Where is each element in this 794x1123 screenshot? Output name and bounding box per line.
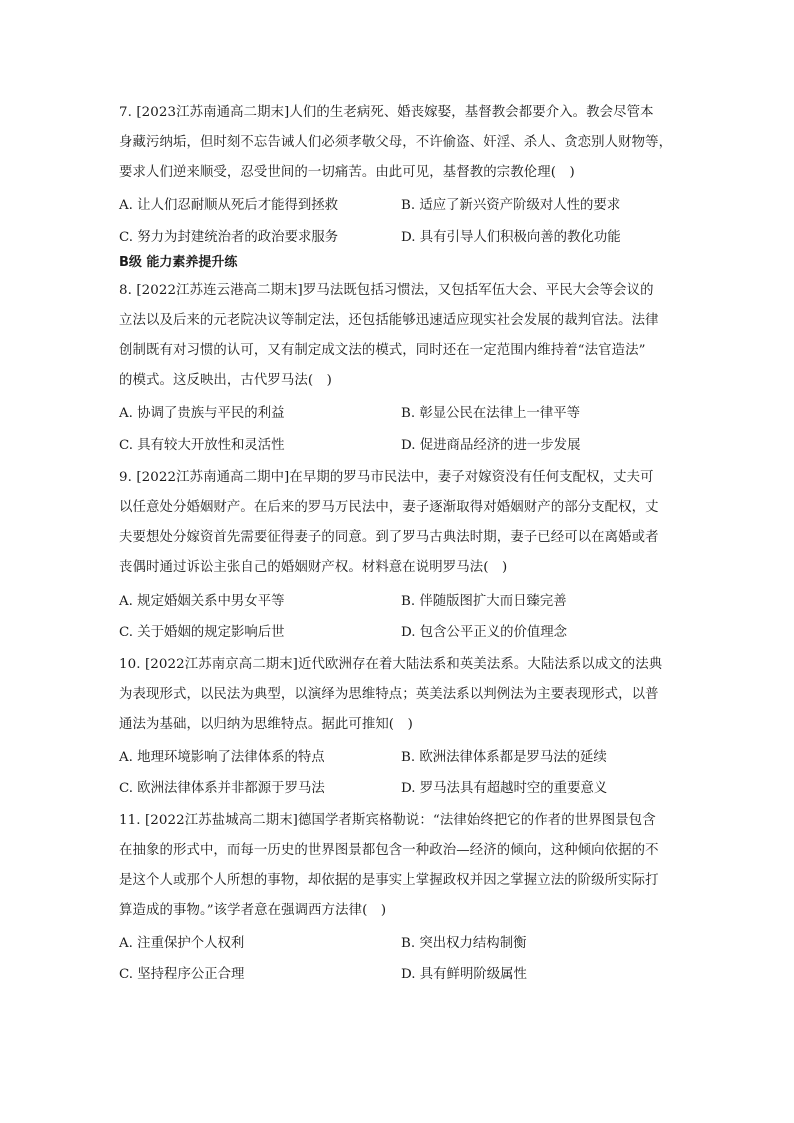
question-10-option-a[interactable]: A. 地理环境影响了法律体系的特点 [119, 750, 325, 765]
question-9-line-3: 夫要想处分嫁资首先需要征得妻子的同意。到了罗马古典法时期，妻子已经可以在离婚或者 [119, 530, 659, 545]
question-8-line-4: 的模式。这反映出，古代罗马法( ) [119, 373, 333, 388]
question-9-option-b[interactable]: B. 伴随版图扩大而日臻完善 [401, 594, 567, 609]
question-11-line-4: 算造成的事物。”该学者意在强调西方法律( ) [119, 903, 387, 918]
question-7-line-2: 身藏污纳垢，但时刻不忘告诫人们必须孝敬父母，不许偷盗、奸淫、杀人、贪恋别人财物等， [119, 135, 673, 150]
question-8-line-1: 8. [2022江苏连云港高二期末]罗马法既包括习惯法，又包括军伍大会、平民大会等会议的 [119, 283, 654, 298]
question-7-line-3: 要求人们逆来顺受，忍受世间的一切痛苦。由此可见，基督教的宗教伦理( ) [119, 165, 575, 180]
question-7-option-b[interactable]: B. 适应了新兴资产阶级对人性的要求 [401, 198, 621, 213]
question-7-option-c[interactable]: C. 努力为封建统治者的政治要求服务 [119, 230, 339, 245]
question-9-line-1: 9. [2022江苏南通高二期中]在早期的罗马市民法中，妻子对嫁资没有任何支配权，丈夫可 [119, 470, 654, 485]
question-9-option-a[interactable]: A. 规定婚姻关系中男女平等 [119, 594, 285, 609]
question-8-option-c[interactable]: C. 具有较大开放性和灵活性 [119, 438, 285, 453]
question-9-line-2: 以任意处分婚姻财产。在后来的罗马万民法中，妻子逐渐取得对婚姻财产的部分支配权，丈 [119, 500, 659, 515]
question-8-line-3: 创制既有对习惯的认可，又有制定成文法的模式，同时还在一定范围内维持着“法官造法” [119, 343, 646, 358]
question-11-line-2: 在抽象的形式中，而每一历史的世界图景都包含一种政治—经济的倾向，这种倾向依据的不 [119, 843, 659, 858]
question-11-line-1: 11. [2022江苏盐城高二期末]德国学者斯宾格勒说：“法律始终把它的作者的世界图景包含 [119, 813, 656, 828]
question-10-option-b[interactable]: B. 欧洲法律体系都是罗马法的延续 [401, 750, 607, 765]
question-9-option-d[interactable]: D. 包含公平正义的价值理念 [401, 625, 568, 640]
question-7-line-1: 7. [2023江苏南通高二期末]人们的生老病死、婚丧嫁娶，基督教会都要介入。教会尽管本 [119, 105, 654, 120]
question-7-option-d[interactable]: D. 具有引导人们积极向善的教化功能 [401, 230, 621, 245]
question-8-option-a[interactable]: A. 协调了贵族与平民的利益 [119, 406, 285, 421]
question-8-line-2: 立法以及后来的元老院决议等制定法，还包括能够迅速适应现实社会发展的裁判官法。法律 [119, 313, 659, 328]
question-11-option-b[interactable]: B. 突出权力结构制衡 [401, 936, 527, 951]
question-11-option-a[interactable]: A. 注重保护个人权利 [119, 936, 245, 951]
question-8-option-b[interactable]: B. 彰显公民在法律上一律平等 [401, 406, 581, 421]
section-title: B级 能力素养提升练 [119, 255, 238, 270]
question-8-option-d[interactable]: D. 促进商品经济的进一步发展 [401, 438, 581, 453]
question-10-line-1: 10. [2022江苏南京高二期末]近代欧洲存在着大陆法系和英美法系。大陆法系以成文的法典 [119, 657, 663, 672]
question-10-option-d[interactable]: D. 罗马法具有超越时空的重要意义 [401, 781, 608, 796]
question-10-line-3: 通法为基础，以归纳为思维特点。据此可推知( ) [119, 717, 413, 732]
question-10-option-c[interactable]: C. 欧洲法律体系并非都源于罗马法 [119, 781, 325, 796]
question-9-option-c[interactable]: C. 关于婚姻的规定影响后世 [119, 625, 285, 640]
question-11-option-d[interactable]: D. 具有鲜明阶级属性 [401, 967, 527, 982]
question-11-line-3: 是这个人或那个人所想的事物，却依据的是事实上掌握政权并因之掌握立法的阶级所实际打 [119, 873, 659, 888]
question-11-option-c[interactable]: C. 坚持程序公正合理 [119, 967, 245, 982]
question-10-line-2: 为表现形式，以民法为典型，以演绎为思维特点；英美法系以判例法为主要表现形式，以普 [119, 687, 659, 702]
question-7-option-a[interactable]: A. 让人们忍耐顺从死后才能得到拯救 [119, 198, 339, 213]
question-9-line-4: 丧偶时通过诉讼主张自己的婚姻财产权。材料意在说明罗马法( ) [119, 560, 508, 575]
